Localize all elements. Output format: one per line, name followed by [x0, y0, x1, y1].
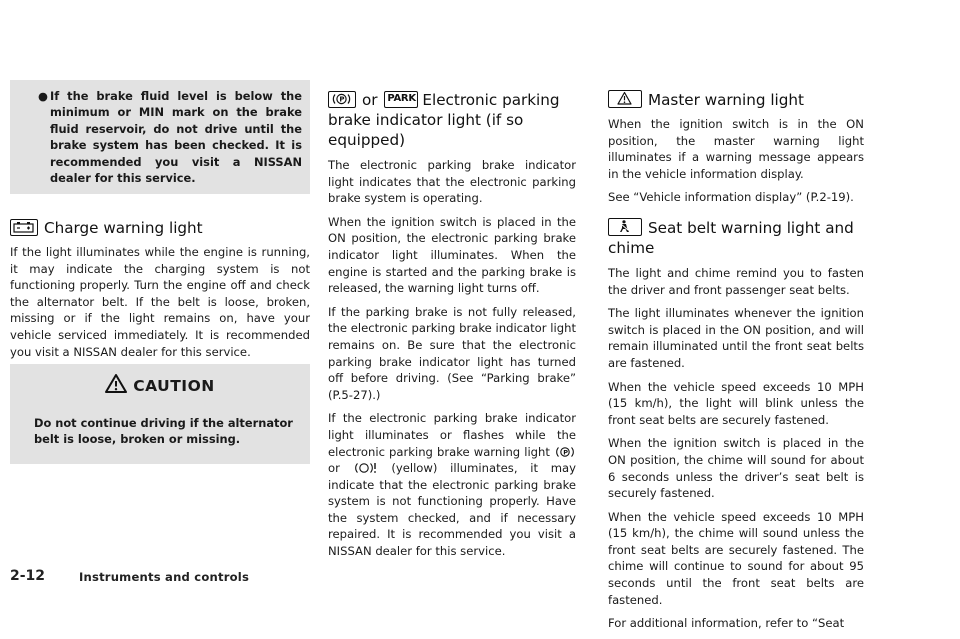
page-number: 2-12: [10, 568, 46, 584]
warning-triangle-icon: [105, 374, 127, 393]
epb-p4-or: or: [328, 461, 340, 476]
master-heading-text: Master warning light: [648, 91, 804, 109]
park-label: PARK: [387, 93, 416, 104]
master-p2: See “Vehicle information display” (P.2-19).: [608, 190, 854, 205]
park-text-icon: [384, 91, 418, 108]
section-title: Instruments and controls: [79, 570, 250, 584]
epb-p4a: If the electronic parking brake indicator light illuminates or flashes while the electronic parking brake warning light: [328, 411, 576, 459]
epb-p4: [328, 410, 576, 559]
epb-p2: When the ignition switch is placed in the ON position, the electronic parking brake indicator light illuminates. When the engine is started and the parking brake is released, the warning light turns off.: [328, 214, 576, 296]
epb-heading: [328, 90, 576, 150]
epb-p3: If the parking brake is not fully released, the electronic parking brake indicator light remains on. Be sure that the electronic parking brake indicator light has turned off before driving. (See “Parking brake” (P.5-27).): [328, 304, 576, 402]
epb-heading-text: Electronic parking brake indicator light (if so equipped): [328, 91, 560, 149]
charge-heading-text: Charge warning light: [44, 219, 203, 237]
charge-section: [10, 218, 310, 367]
epb-circle-p-icon: [328, 91, 356, 108]
svg-text:P: P: [339, 95, 345, 104]
epb-p4b: (yellow) illuminates, it may indicate that the electronic parking brake system is not functioning properly. Have the system checked, and if necessary repaired. It is recommended you visit a NISSAN dealer for this service.: [328, 461, 576, 559]
caution-text: Do not continue driving if the alternator belt is loose, broken or missing.: [34, 416, 293, 447]
master-section: [608, 90, 864, 639]
seatbelt-heading-text: Seat belt warning light and chime: [608, 218, 854, 257]
seatbelt-p6: For additional information, refer to “Seat: [608, 616, 845, 631]
seatbelt-p3: When the vehicle speed exceeds 10 MPH (15 km/h), the light will blink unless the front seat belts are securely fastened.: [608, 379, 864, 427]
seatbelt-p1: The light and chime remind you to fasten the driver and front passenger seat belts.: [608, 265, 864, 297]
epb-heading-or: or: [362, 91, 378, 109]
epb-warning-circle-icon: [554, 445, 576, 459]
epb-section: [328, 90, 576, 567]
epb-p1: The electronic parking brake indicator light indicates that the electronic parking brake system is operating.: [328, 158, 576, 206]
svg-text:P: P: [563, 447, 568, 456]
epb-malfunction-icon: [353, 461, 379, 475]
caution-title-text: CAUTION: [133, 377, 215, 395]
seatbelt-heading: [608, 218, 864, 258]
seatbelt-p4: When the ignition switch is placed in the ON position, the chime will sound for about 6 seconds unless the driver’s seat belt is securely fastened.: [608, 436, 864, 501]
charge-heading: [10, 218, 310, 238]
master-warning-icon: [608, 90, 642, 108]
charge-body: If the light illuminates while the engine is running, it may indicate the charging system is not functioning properly. Turn the engine off and check the alternator belt. If the belt is loose, broken, missing or if the light remains on, have your vehicle serviced immediately. It is recommended you visit a NISSAN dealer for this service.: [10, 245, 310, 359]
master-heading: [608, 90, 864, 110]
battery-icon: [10, 219, 38, 236]
seatbelt-p2: The light illuminates whenever the ignition switch is placed in the ON position, and will remain illuminated until the front seat belts are fastened.: [608, 306, 864, 370]
brake-fluid-warning-text: If the brake fluid level is below the minimum or MIN mark on the brake fluid reservoir, do not drive until the brake system has been checked. It is recommended you visit a NISSAN dealer for this service.: [50, 89, 302, 186]
master-p1: When the ignition switch is in the ON position, the master warning light illuminates if a warning message appears in the vehicle information display.: [608, 117, 864, 181]
seatbelt-icon: [608, 218, 642, 236]
bullet-icon: ●: [38, 89, 48, 103]
seatbelt-p5: When the vehicle speed exceeds 10 MPH (15 km/h), the chime will sound unless the front seat belts are securely fastened. The chime will continue to sound for about 95 seconds until the front seat belts are fastened.: [608, 509, 864, 607]
caution-title: [10, 374, 310, 395]
